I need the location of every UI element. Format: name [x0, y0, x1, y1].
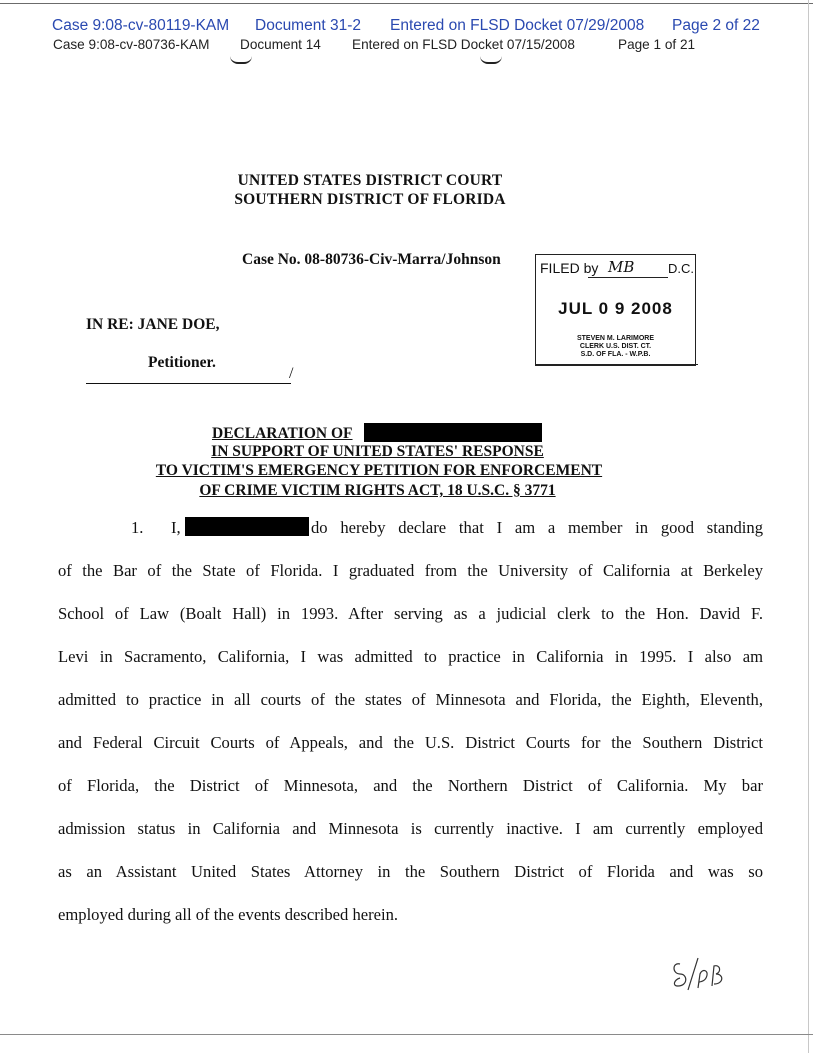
scan-top-line — [0, 3, 813, 4]
paragraph-line: of the Bar of the State of Florida. I graduated from the University of California at Berkeley — [58, 561, 763, 580]
paragraph-line: of Florida, the District of Minnesota, and the Northern District of California. My bar — [58, 776, 763, 795]
caption-rule — [86, 383, 291, 384]
title-line-3: TO VICTIM'S EMERGENCY PETITION FOR ENFORCEMENT — [155, 462, 603, 479]
paragraph-line: Levi in Sacramento, California, I was admitted to practice in California in 1995. I also am — [58, 647, 763, 666]
paragraph-line: admission status in California and Minnesota is currently inactive. I am currently employed — [58, 819, 763, 838]
filed-by-label: FILED by — [540, 260, 599, 276]
original-document-number: Document 14 — [240, 37, 321, 52]
paragraph-line: School of Law (Boalt Hall) in 1993. After serving as a judicial clerk to the Hon. David F. — [58, 604, 763, 623]
paragraph-line: and Federal Circuit Courts of Appeals, and the U.S. District Courts for the Southern District — [58, 733, 763, 752]
clerk-name: STEVEN M. LARIMORE — [576, 335, 654, 342]
scan-right-edge — [808, 0, 809, 1053]
court-name: UNITED STATES DISTRICT COURT — [237, 172, 503, 189]
punch-mark-right — [480, 56, 502, 64]
original-case-number: Case 9:08-cv-80736-KAM — [53, 37, 210, 52]
current-case-number: Case 9:08-cv-80119-KAM — [52, 17, 230, 34]
title-line-4: OF CRIME VICTIM RIGHTS ACT, 18 U.S.C. § 3771 — [199, 482, 556, 499]
court-district: SOUTHERN DISTRICT OF FLORIDA — [234, 191, 506, 208]
petitioner-label: Petitioner. — [148, 354, 216, 371]
clerk-block — [536, 335, 695, 359]
current-page-number: Page 2 of 22 — [672, 17, 760, 34]
declaration-title: DECLARATION OF — [212, 425, 353, 442]
paragraph-number: 1. — [131, 518, 144, 537]
paragraph-line: admitted to practice in all courts of the states of Minnesota and Florida, the Eighth, Eleventh, — [58, 690, 763, 709]
punch-mark-left — [230, 56, 252, 64]
redaction-box-name — [185, 517, 309, 536]
original-docket-entry: Entered on FLSD Docket 07/15/2008 — [352, 37, 575, 52]
paragraph-line-last: employed during all of the events described herein. — [58, 905, 399, 924]
case-number: Case No. 08-80736-Civ-Marra/Johnson — [242, 251, 501, 268]
caption-slash: / — [289, 365, 294, 382]
scan-bottom-line — [0, 1034, 813, 1035]
original-page-number: Page 1 of 21 — [618, 37, 696, 52]
stamp-bottom-rule — [535, 364, 698, 365]
paragraph-line: as an Assistant United States Attorney in the Southern District of Florida and was so — [58, 862, 763, 881]
title-line-2: IN SUPPORT OF UNITED STATES' RESPONSE — [211, 443, 544, 460]
paragraph-intro: I, — [171, 518, 181, 537]
current-document-number: Document 31-2 — [255, 17, 361, 34]
filed-initials: MB — [608, 258, 635, 276]
redaction-box-title — [364, 423, 542, 442]
filed-date: JUL 0 9 2008 — [558, 299, 673, 318]
clerk-title: CLERK U.S. DIST. CT. — [579, 343, 652, 350]
filed-underline — [588, 277, 668, 278]
handwritten-initials-mark — [668, 952, 738, 1002]
in-re-caption: IN RE: JANE DOE, — [86, 316, 220, 333]
clerk-district: S.D. OF FLA. - W.P.B. — [580, 351, 651, 358]
paragraph-line: do hereby declare that I am a member in good standing — [311, 518, 763, 537]
dc-label: D.C. — [668, 261, 694, 276]
current-docket-entry: Entered on FLSD Docket 07/29/2008 — [390, 17, 645, 34]
filed-stamp — [535, 254, 696, 366]
